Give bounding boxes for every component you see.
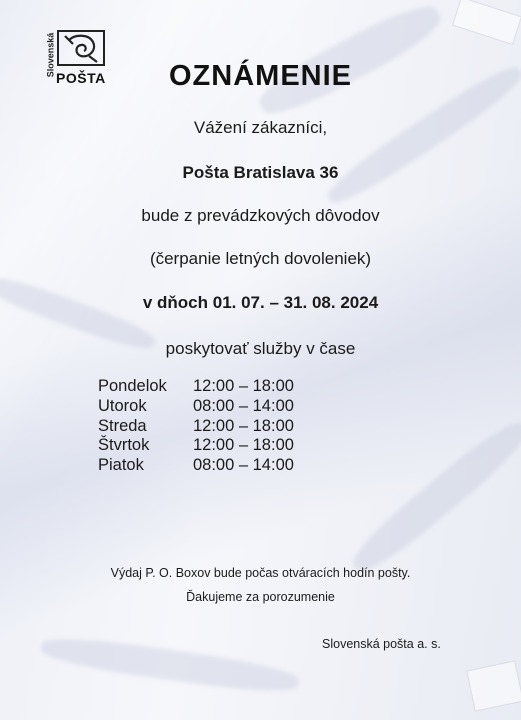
hours-day: Streda <box>98 416 147 435</box>
hours-time: 08:00 – 14:00 <box>193 456 294 475</box>
hours-row <box>98 417 323 437</box>
logo-side-text: Slovenská <box>45 32 56 78</box>
hours-time: 08:00 – 14:00 <box>193 396 294 415</box>
hours-day: Piatok <box>98 456 144 475</box>
signature: Slovenská pošta a. s. <box>322 637 441 651</box>
thanks-note: Ďakujeme za porozumenie <box>186 590 335 604</box>
tape-strip <box>452 0 521 45</box>
logo-wordmark: POŠTA <box>56 70 106 86</box>
greeting: Vážení zákazníci, <box>193 118 328 137</box>
notice-line-reason: bude z prevádzkových dôvodov <box>141 206 380 225</box>
pobox-note: Výdaj P. O. Boxov bude počas otváracích hodín pošty. <box>110 566 411 580</box>
notice-title: OZNÁMENIE <box>169 60 352 92</box>
notice-period: v dňoch 01. 07. – 31. 08. 2024 <box>142 293 379 312</box>
hours-day: Utorok <box>98 396 147 415</box>
post-office-name: Pošta Bratislava 36 <box>182 163 339 182</box>
hours-row <box>98 377 323 397</box>
hours-day: Pondelok <box>98 377 167 395</box>
hours-row <box>98 436 323 456</box>
hours-row <box>98 397 323 417</box>
tape-strip <box>466 660 521 711</box>
hours-time: 12:00 – 18:00 <box>193 377 294 395</box>
wrinkle-shadow <box>345 413 521 580</box>
hours-time: 12:00 – 18:00 <box>193 436 294 455</box>
opening-hours-table <box>98 377 323 476</box>
hours-time: 12:00 – 18:00 <box>193 416 294 435</box>
notice-line-vacation: (čerpanie letných dovoleniek) <box>149 249 372 268</box>
hours-row <box>98 456 323 476</box>
notice-line-hours-intro: poskytovať služby v čase <box>165 339 356 358</box>
wrinkle-shadow <box>39 632 301 698</box>
hours-day: Štvrtok <box>98 436 150 455</box>
